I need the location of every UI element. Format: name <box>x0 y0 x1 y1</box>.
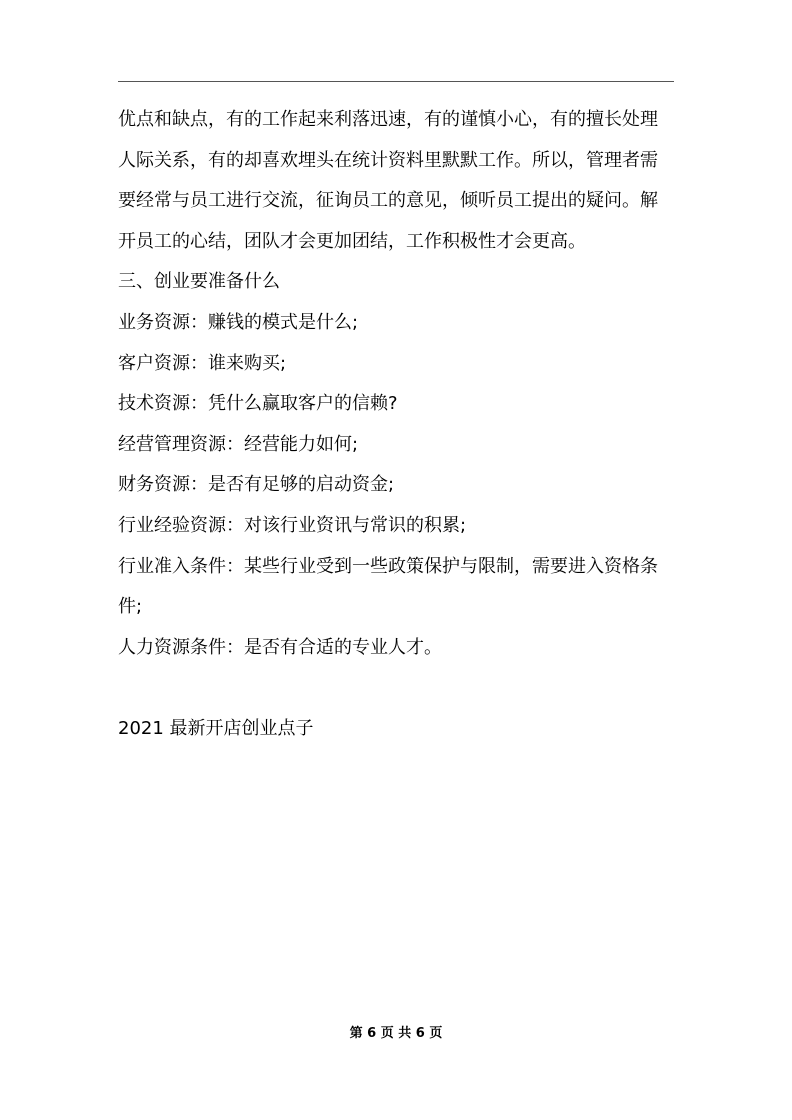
header-divider <box>118 81 674 82</box>
list-item: 经营管理资源：经营能力如何; <box>118 433 359 455</box>
paragraph-line: 要经常与员工进行交流，征询员工的意见，倾听员工提出的疑问。解 <box>118 190 658 212</box>
list-item-continuation: 件; <box>118 596 143 618</box>
list-item: 行业经验资源：对该行业资讯与常识的积累; <box>118 514 467 536</box>
document-body <box>118 100 678 750</box>
list-item: 行业准入条件：某些行业受到一些政策保护与限制，需要进入资格条 <box>118 555 658 577</box>
page-number-footer: 第 6 页 共 6 页 <box>349 1026 443 1041</box>
list-item: 客户资源：谁来购买; <box>118 352 287 374</box>
paragraph-line: 优点和缺点，有的工作起来利落迅速，有的谨慎小心，有的擅长处理 <box>118 109 658 130</box>
list-item: 技术资源：凭什么赢取客户的信赖? <box>118 393 398 415</box>
paragraph-line: 开员工的心结，团队才会更加团结，工作积极性才会更高。 <box>118 230 586 252</box>
list-item: 人力资源条件：是否有合适的专业人才。 <box>118 636 442 658</box>
blank-line <box>118 668 678 709</box>
section-heading: 三、创业要准备什么 <box>118 271 280 293</box>
list-item: 财务资源：是否有足够的启动资金; <box>118 474 395 496</box>
list-item: 业务资源：赚钱的模式是什么; <box>118 311 359 333</box>
paragraph-line: 人际关系，有的却喜欢埋头在统计资料里默默工作。所以，管理者需 <box>118 149 658 171</box>
closing-title: 2021 最新开店创业点子 <box>118 717 314 739</box>
